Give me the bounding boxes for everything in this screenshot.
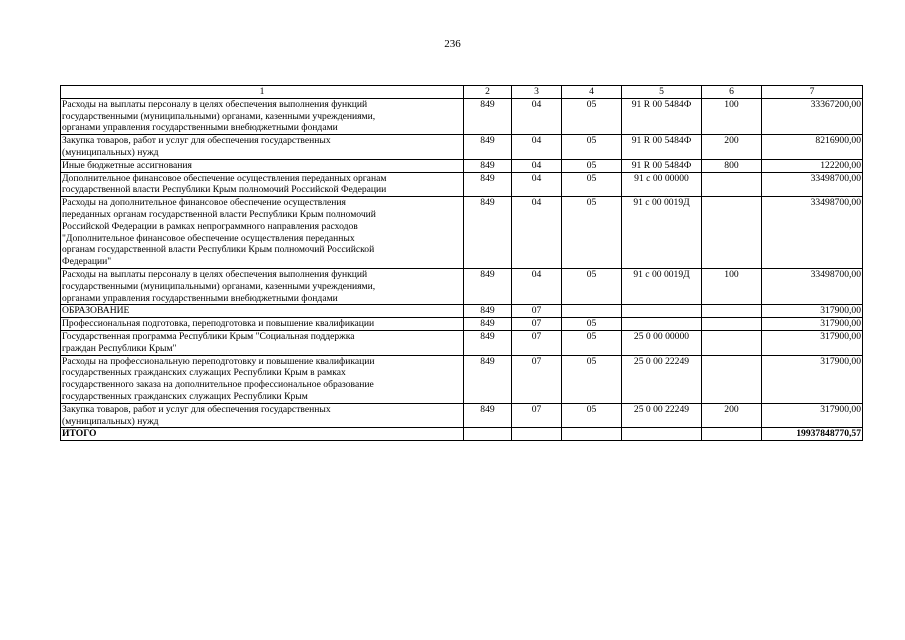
description-line: Российской Федерации в рамках непрограммного направления расходов xyxy=(62,220,358,232)
budget-code: 849 xyxy=(464,135,512,160)
description-line: Федерации" xyxy=(62,256,112,268)
description-line: органам государственной власти Республики Крым полномочий Российской xyxy=(62,244,375,256)
description-line: Расходы на профессиональную переподготовку и повышение квалификации xyxy=(62,355,375,367)
section-code: 04 xyxy=(512,159,562,172)
budget-code: 849 xyxy=(464,330,512,355)
row-description xyxy=(61,305,464,318)
description-line: государственных гражданских служащих Республики Крым в рамках xyxy=(62,367,346,379)
expense-type-code xyxy=(702,305,762,318)
description-line: граждан Республики Крым" xyxy=(62,342,177,354)
budget-code: 849 xyxy=(464,318,512,331)
budget-code: 849 xyxy=(464,197,512,269)
description-line: Профессиональная подготовка, переподготовка и повышение квалификации xyxy=(62,318,375,330)
section-code: 07 xyxy=(512,318,562,331)
subsection-code: 05 xyxy=(562,172,622,197)
budget-code: 849 xyxy=(464,159,512,172)
row-description xyxy=(61,355,464,403)
description-line: ИТОГО xyxy=(62,428,97,440)
subsection-code: 05 xyxy=(562,159,622,172)
description-line: Иные бюджетные ассигнования xyxy=(62,159,192,171)
section-code: 07 xyxy=(512,355,562,403)
amount: 33498700,00 xyxy=(762,268,863,304)
budget-code: 849 xyxy=(464,403,512,428)
section-code: 07 xyxy=(512,305,562,318)
description-line: Расходы на выплаты персоналу в целях обеспечения выполнения функций xyxy=(62,98,368,110)
table-row xyxy=(61,305,863,318)
section-code: 04 xyxy=(512,135,562,160)
description-line: (муниципальных) нужд xyxy=(62,415,159,427)
column-header: 1 xyxy=(61,86,464,99)
row-description xyxy=(61,159,464,172)
description-line: государственными (муниципальными) органами, казенными учреждениями, xyxy=(62,110,376,122)
target-article-code xyxy=(622,428,702,441)
subsection-code xyxy=(562,305,622,318)
table-row xyxy=(61,197,863,269)
row-description xyxy=(61,428,464,441)
expense-type-code: 200 xyxy=(702,403,762,428)
page-number: 236 xyxy=(444,38,461,50)
target-article-code xyxy=(622,305,702,318)
amount: 122200,00 xyxy=(762,159,863,172)
expense-type-code xyxy=(702,172,762,197)
description-line: переданных органам государственной власти Республики Крым полномочий xyxy=(62,208,376,220)
section-code xyxy=(512,428,562,441)
table-row xyxy=(61,403,863,428)
amount: 317900,00 xyxy=(762,355,863,403)
description-line: Дополнительное финансовое обеспечение осуществления переданных органам xyxy=(62,172,387,184)
table-row xyxy=(61,318,863,331)
table-row xyxy=(61,268,863,304)
amount: 317900,00 xyxy=(762,318,863,331)
target-article-code: 91 R 00 5484Ф xyxy=(622,135,702,160)
description-line: государственными (муниципальными) органами, казенными учреждениями, xyxy=(62,280,376,292)
amount: 317900,00 xyxy=(762,403,863,428)
table-row xyxy=(61,330,863,355)
row-description xyxy=(61,135,464,160)
table-row xyxy=(61,98,863,134)
subsection-code: 05 xyxy=(562,403,622,428)
description-line: государственного заказа на дополнительное профессиональное образование xyxy=(62,379,374,391)
amount: 317900,00 xyxy=(762,330,863,355)
subsection-code: 05 xyxy=(562,318,622,331)
amount: 317900,00 xyxy=(762,305,863,318)
description-line: (муниципальных) нужд xyxy=(62,146,159,158)
target-article-code: 25 0 00 22249 xyxy=(622,355,702,403)
subsection-code: 05 xyxy=(562,355,622,403)
amount: 19937848770,57 xyxy=(762,428,863,441)
amount: 33367200,00 xyxy=(762,98,863,134)
expense-type-code xyxy=(702,355,762,403)
column-header: 4 xyxy=(562,86,622,99)
row-description xyxy=(61,197,464,269)
subsection-code: 05 xyxy=(562,98,622,134)
description-line: Расходы на выплаты персоналу в целях обеспечения выполнения функций xyxy=(62,268,368,280)
description-line: органами управления государственными внебюджетными фондами xyxy=(62,292,338,304)
budget-code: 849 xyxy=(464,355,512,403)
row-description xyxy=(61,330,464,355)
target-article-code: 91 с 00 0019Д xyxy=(622,268,702,304)
budget-table xyxy=(60,85,863,441)
description-line: государственных гражданских служащих Республики Крым xyxy=(62,390,308,402)
subsection-code: 05 xyxy=(562,135,622,160)
table-row xyxy=(61,355,863,403)
subsection-code: 05 xyxy=(562,330,622,355)
row-description xyxy=(61,403,464,428)
target-article-code: 91 R 00 5484Ф xyxy=(622,159,702,172)
section-code: 04 xyxy=(512,98,562,134)
table-row xyxy=(61,159,863,172)
budget-code: 849 xyxy=(464,305,512,318)
budget-code xyxy=(464,428,512,441)
subsection-code: 05 xyxy=(562,197,622,269)
row-description xyxy=(61,318,464,331)
table-row xyxy=(61,135,863,160)
target-article-code xyxy=(622,318,702,331)
row-description xyxy=(61,172,464,197)
expense-type-code xyxy=(702,197,762,269)
target-article-code: 25 0 00 22249 xyxy=(622,403,702,428)
target-article-code: 91 R 00 5484Ф xyxy=(622,98,702,134)
expense-type-code: 100 xyxy=(702,268,762,304)
column-header: 6 xyxy=(702,86,762,99)
section-code: 04 xyxy=(512,197,562,269)
table-row xyxy=(61,172,863,197)
expense-type-code xyxy=(702,318,762,331)
section-code: 07 xyxy=(512,403,562,428)
expense-type-code xyxy=(702,428,762,441)
description-line: Государственная программа Республики Крым "Социальная поддержка xyxy=(62,330,355,342)
subsection-code xyxy=(562,428,622,441)
expense-type-code xyxy=(702,330,762,355)
expense-type-code: 100 xyxy=(702,98,762,134)
description-line: органами управления государственными внебюджетными фондами xyxy=(62,122,338,134)
budget-code: 849 xyxy=(464,98,512,134)
description-line: "Дополнительное финансовое обеспечение осуществления переданных xyxy=(62,232,355,244)
column-header: 3 xyxy=(512,86,562,99)
expense-type-code: 800 xyxy=(702,159,762,172)
row-description xyxy=(61,268,464,304)
expense-type-code: 200 xyxy=(702,135,762,160)
column-header: 2 xyxy=(464,86,512,99)
budget-code: 849 xyxy=(464,172,512,197)
description-line: ОБРАЗОВАНИЕ xyxy=(62,305,130,317)
description-line: Расходы на дополнительное финансовое обеспечение осуществления xyxy=(62,197,346,209)
section-code: 04 xyxy=(512,268,562,304)
section-code: 07 xyxy=(512,330,562,355)
column-header: 7 xyxy=(762,86,863,99)
total-row xyxy=(61,428,863,441)
description-line: государственной власти Республики Крым полномочий Российской Федерации xyxy=(62,184,387,196)
amount: 33498700,00 xyxy=(762,172,863,197)
budget-code: 849 xyxy=(464,268,512,304)
amount: 33498700,00 xyxy=(762,197,863,269)
section-code: 04 xyxy=(512,172,562,197)
table-header-row xyxy=(61,86,863,99)
row-description xyxy=(61,98,464,134)
target-article-code: 91 с 00 00000 xyxy=(622,172,702,197)
target-article-code: 25 0 00 00000 xyxy=(622,330,702,355)
amount: 8216900,00 xyxy=(762,135,863,160)
description-line: Закупка товаров, работ и услуг для обеспечения государственных xyxy=(62,403,331,415)
column-header: 5 xyxy=(622,86,702,99)
subsection-code: 05 xyxy=(562,268,622,304)
description-line: Закупка товаров, работ и услуг для обеспечения государственных xyxy=(62,135,331,147)
target-article-code: 91 с 00 0019Д xyxy=(622,197,702,269)
